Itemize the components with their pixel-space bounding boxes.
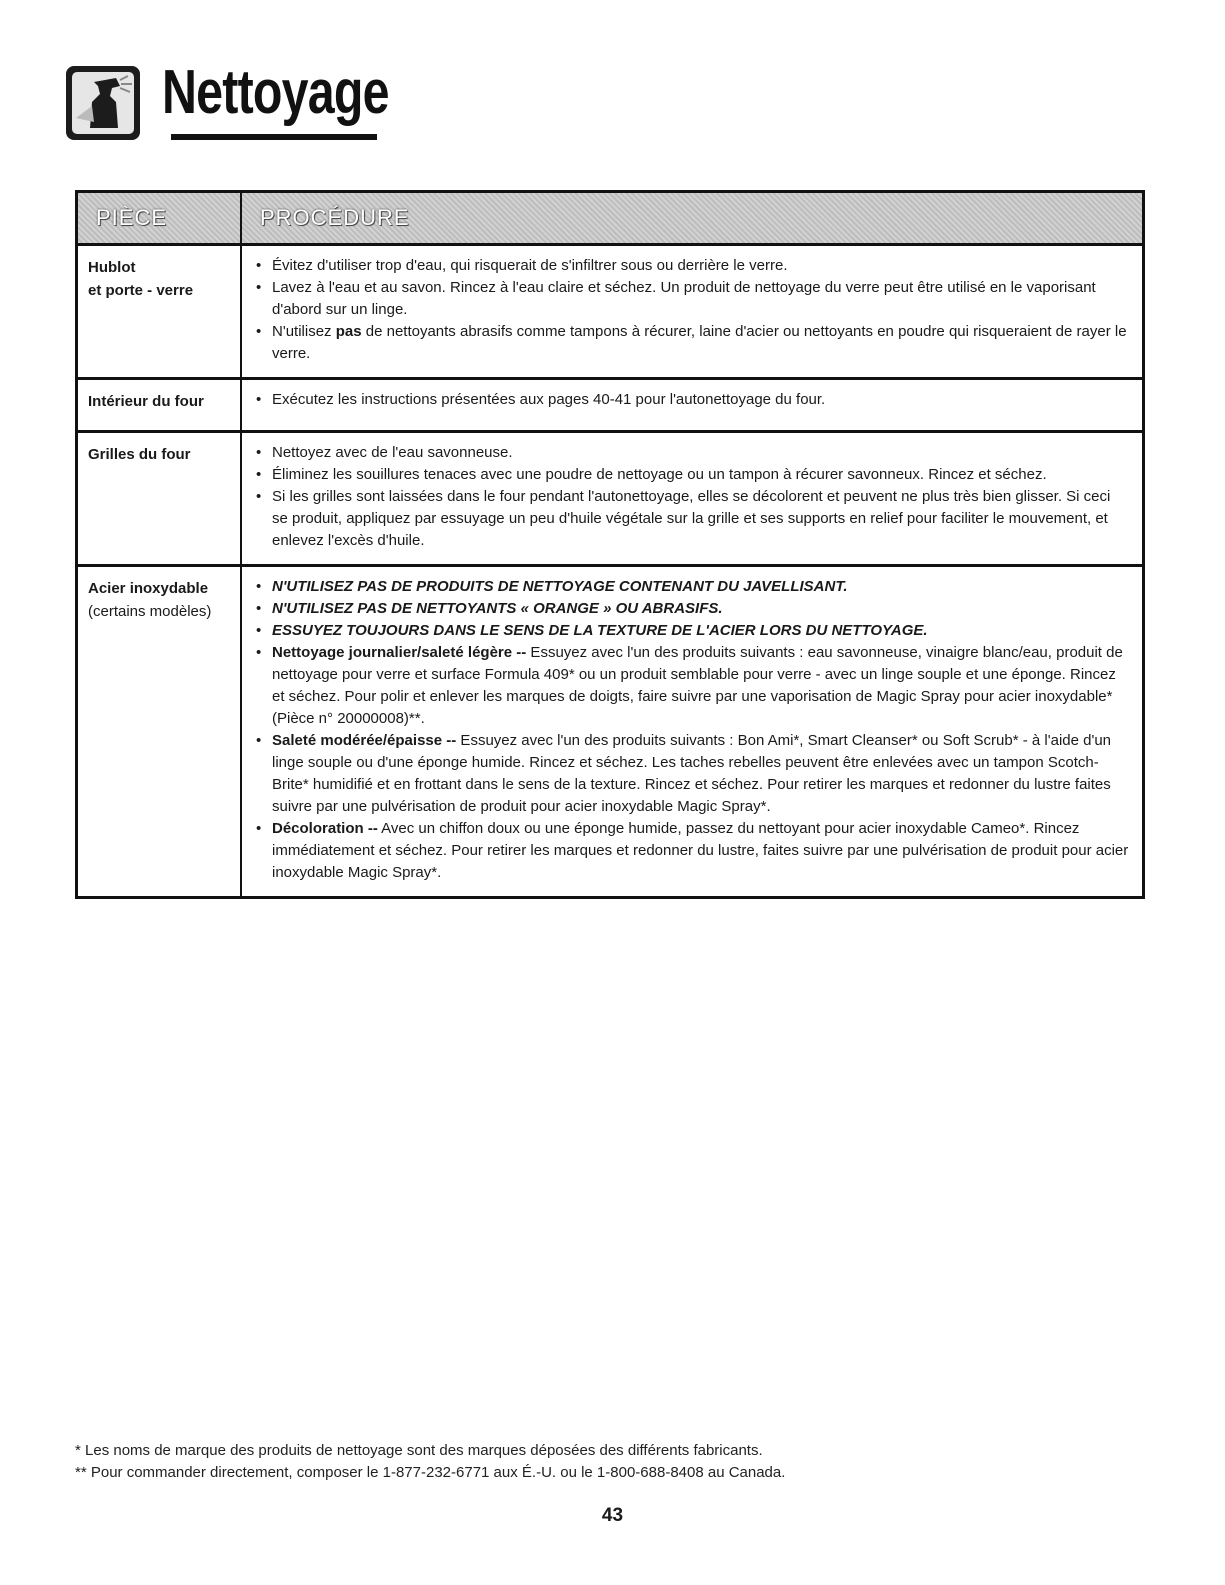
procedure-cell — [242, 246, 1142, 377]
bullet-icon: • — [256, 257, 262, 274]
procedure-cell — [242, 567, 1142, 896]
list-item: • Décoloration -- Avec un chiffon doux ou une éponge humide, passez du nettoyant pour acier inoxydable Cameo*. Rincez immédiatement et séchez. Pour retirer les marques et redonner du lustre, faites suivre par une pulvérisation de produit pour acier inoxydable Magic Spray*. — [256, 820, 1129, 881]
footnotes — [75, 1440, 785, 1484]
page-number: 43 — [601, 1505, 624, 1526]
bullet-icon: • — [256, 820, 262, 837]
list-item: • Éliminez les souillures tenaces avec une poudre de nettoyage ou un tampon à récurer savonneux. Rincez et séchez. — [256, 464, 1130, 486]
list-item: • Lavez à l'eau et au savon. Rincez à l'eau claire et séchez. Un produit de nettoyage du verre peut être utilisé en le vaporisant d'abord sur un linge. — [256, 279, 1096, 318]
piece-label: Hublot — [88, 259, 136, 276]
warning-item: • N'UTILISEZ PAS DE NETTOYANTS « ORANGE » OU ABRASIFS. — [256, 598, 1130, 620]
bullet-icon: • — [256, 444, 262, 461]
bullet-icon: • — [256, 323, 262, 340]
list-item: • Nettoyez avec de l'eau savonneuse. — [256, 442, 1130, 464]
list-item: • Exécutez les instructions présentées aux pages 40-41 pour l'autonettoyage du four. — [256, 389, 1130, 411]
procedure-cell — [242, 433, 1142, 564]
piece-label: Acier inoxydable — [88, 580, 209, 597]
cleaning-table — [75, 190, 1145, 899]
piece-cell — [78, 567, 242, 896]
piece-label: et porte - verre — [88, 282, 194, 299]
list-item: • N'utilisez pas de nettoyants abrasifs comme tampons à récurer, laine d'acier ou nettoyants en poudre qui risqueraient de rayer le verre. — [256, 323, 1127, 362]
list-item: • Nettoyage journalier/saleté légère -- Essuyez avec l'un des produits suivants : eau savonneuse, vinaigre blanc/eau, produit de nettoyage pour verre et surface Formula 409* ou un produit semblable pour verre - avec un linge souple et une éponge. Rincez et séchez. Pour polir et enlever les marques de doigts, faire suivre par une vaporisation de Magic Spray pour acier inoxydable* (Pièce n° 20000008)**. — [256, 644, 1123, 727]
header-procedure: PROCÉDURE — [260, 205, 410, 230]
warning-item: • N'UTILISEZ PAS DE PRODUITS DE NETTOYAGE CONTENANT DU JAVELLISANT. — [256, 576, 1130, 598]
bullet-icon: • — [256, 488, 262, 505]
bullet-icon: • — [256, 600, 262, 617]
footnote: * Les noms de marque des produits de nettoyage sont des marques déposées des différents fabricants. — [75, 1442, 763, 1459]
spray-bottle-icon — [64, 62, 150, 142]
table-row — [78, 433, 1142, 567]
piece-cell — [78, 380, 242, 430]
bullet-icon: • — [256, 622, 262, 639]
title-underline — [171, 134, 377, 140]
page-title: Nettoyage — [162, 58, 389, 127]
procedure-cell — [242, 380, 1142, 430]
piece-label: Intérieur du four — [88, 393, 204, 410]
table-row — [78, 246, 1142, 380]
table-header — [78, 193, 1142, 246]
piece-cell — [78, 246, 242, 377]
piece-label: Grilles du four — [88, 446, 191, 463]
table-row — [78, 380, 1142, 433]
warning-item: • ESSUYEZ TOUJOURS DANS LE SENS DE LA TEXTURE DE L'ACIER LORS DU NETTOYAGE. — [256, 620, 1130, 642]
page-header — [64, 58, 453, 142]
table-row — [78, 567, 1142, 896]
bullet-icon: • — [256, 644, 262, 661]
header-piece: PIÈCE — [78, 193, 242, 243]
bullet-icon: • — [256, 391, 262, 408]
bullet-icon: • — [256, 466, 262, 483]
footnote: ** Pour commander directement, composer le 1-877-232-6771 aux É.-U. ou le 1-800-688-8408 au Canada. — [75, 1464, 786, 1481]
list-item: • Évitez d'utiliser trop d'eau, qui risquerait de s'infiltrer sous ou derrière le verre. — [256, 255, 1130, 277]
list-item: • Si les grilles sont laissées dans le four pendant l'autonettoyage, elles se décolorent et peuvent ne plus très bien glisser. Si ceci se produit, appliquez par essuyage un peu d'huile végétale sur la grille et ses supports en relief pour faciliter le mouvement, et enlevez l'excès d'huile. — [256, 488, 1111, 549]
bullet-icon: • — [256, 732, 262, 749]
piece-note: (certains modèles) — [88, 603, 212, 620]
list-item: • Saleté modérée/épaisse -- Essuyez avec l'un des produits suivants : Bon Ami*, Smart Cleanser* ou Soft Scrub* - à l'aide d'un linge souple ou d'une éponge humide. Rincez et séchez. Les taches rebelles peuvent être enlevées avec un tampon Scotch-Brite* humidifié et en frottant dans le sens de la texture. Rincez et séchez. Pour retirer les marques et redonner du lustre faites suivre par une pulvérisation de produit pour acier inoxydable Magic Spray*. — [256, 732, 1112, 815]
piece-cell — [78, 433, 242, 564]
bullet-icon: • — [256, 578, 262, 595]
bullet-icon: • — [256, 279, 262, 296]
